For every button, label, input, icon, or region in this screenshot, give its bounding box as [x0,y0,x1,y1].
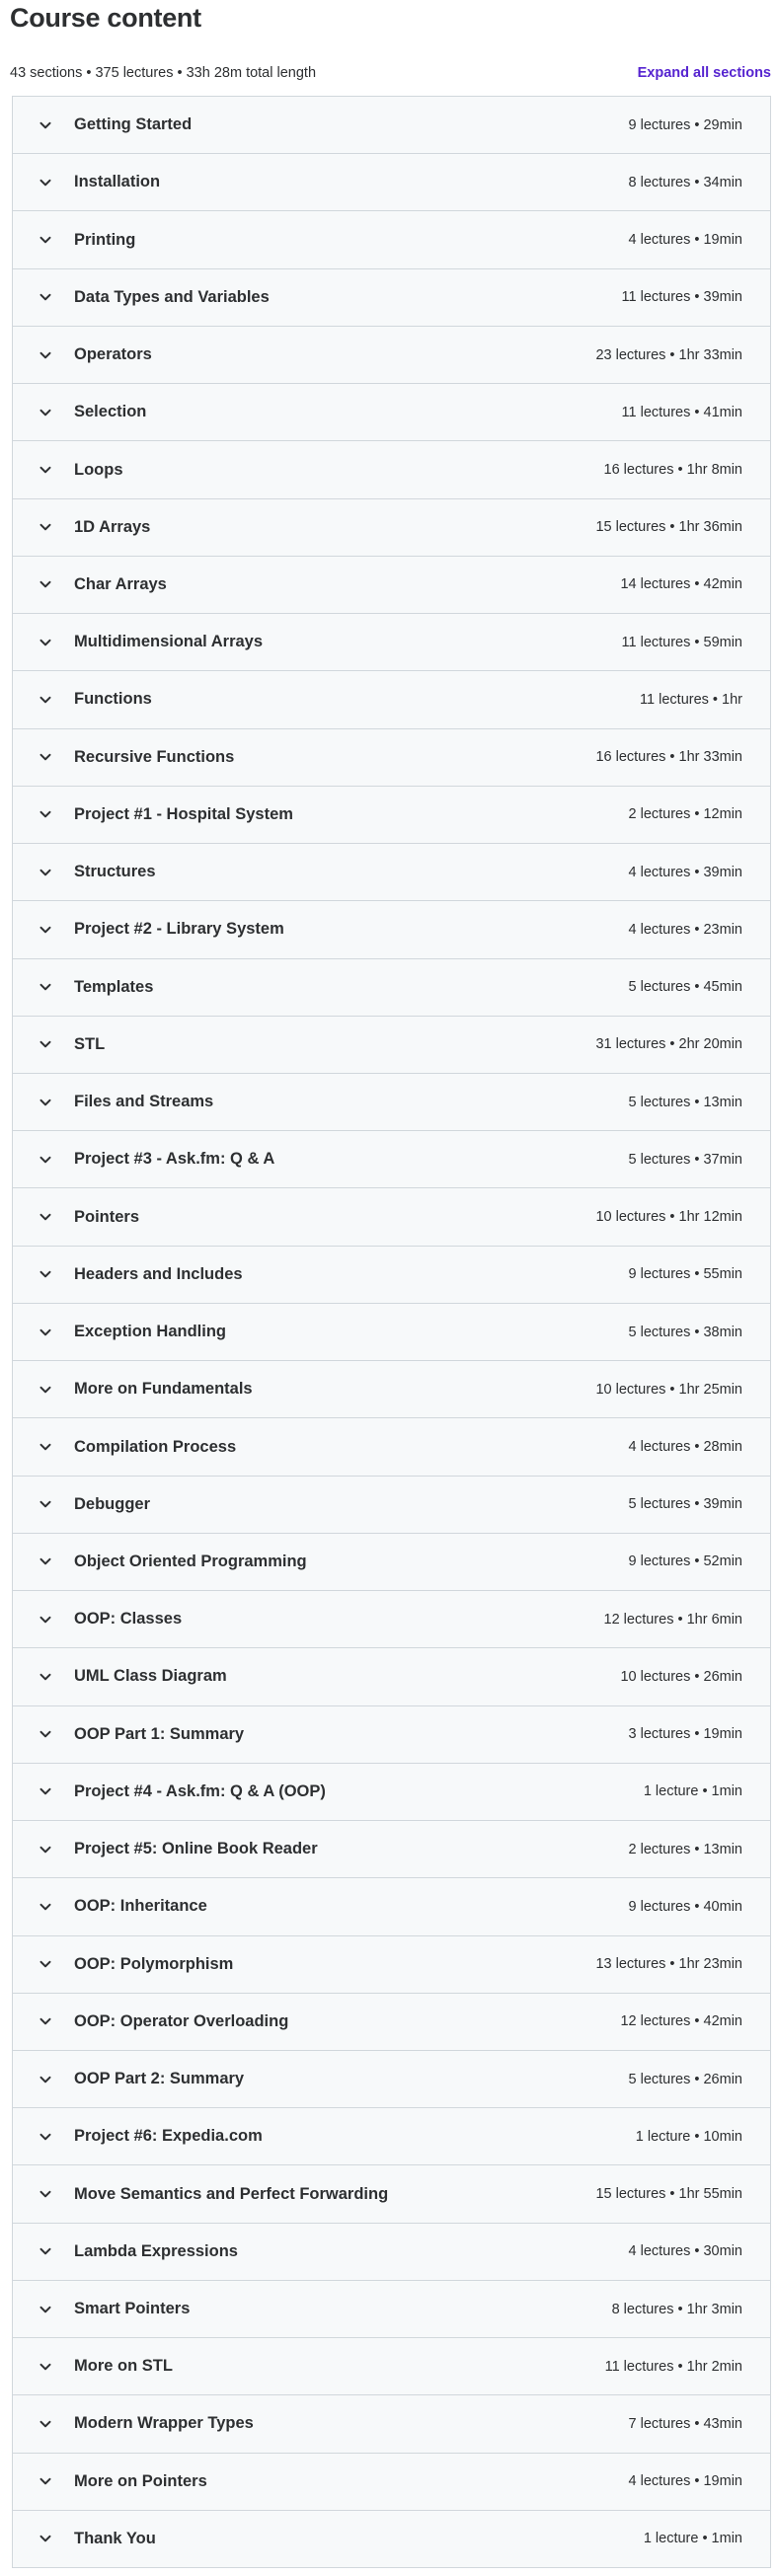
page-title: Course content [10,3,201,33]
section-title: Headers and Includes [74,1264,243,1283]
section-title: OOP Part 2: Summary [74,2070,245,2088]
chevron-down-icon [39,463,52,477]
course-section[interactable] [13,1993,770,2050]
section-title: Multidimensional Arrays [74,633,264,651]
section-meta: 5 lectures • 38min [628,1324,742,1340]
section-meta: 5 lectures • 39min [628,1496,742,1513]
course-section[interactable] [13,1016,770,1073]
section-meta: 12 lectures • 1hr 6min [603,1611,742,1628]
section-title: Files and Streams [74,1093,214,1111]
course-section[interactable] [13,2223,770,2280]
course-section[interactable] [13,613,770,670]
course-section[interactable] [13,2107,770,2164]
section-meta: 31 lectures • 2hr 20min [595,1036,742,1053]
chevron-down-icon [39,1670,52,1684]
section-title: Char Arrays [74,574,167,593]
course-section[interactable] [13,210,770,267]
section-meta: 8 lectures • 1hr 3min [611,2301,742,2317]
course-summary: 43 sections • 375 lectures • 33h 28m total length [10,65,317,81]
section-meta: 9 lectures • 55min [628,1266,742,1283]
chevron-down-icon [39,2244,52,2258]
chevron-down-icon [39,923,52,937]
chevron-down-icon [39,2474,52,2488]
section-title: More on Pointers [74,2471,207,2490]
section-title: Compilation Process [74,1437,237,1456]
chevron-down-icon [39,2187,52,2201]
section-meta: 5 lectures • 26min [628,2071,742,2087]
chevron-down-icon [39,1554,52,1568]
chevron-down-icon [39,233,52,247]
section-meta: 4 lectures • 39min [628,864,742,880]
section-title: Pointers [74,1207,140,1226]
course-section[interactable] [13,1647,770,1705]
chevron-down-icon [39,866,52,879]
section-title: Move Semantics and Perfect Forwarding [74,2184,389,2203]
section-meta: 9 lectures • 40min [628,1898,742,1915]
section-title: Project #5: Online Book Reader [74,1840,318,1858]
section-title: Lambda Expressions [74,2241,238,2260]
section-title: Recursive Functions [74,747,235,766]
course-section[interactable] [13,1130,770,1187]
course-section[interactable] [13,383,770,440]
chevron-down-icon [39,2532,52,2545]
section-title: Data Types and Variables [74,287,270,306]
chevron-down-icon [39,176,52,189]
chevron-down-icon [39,2303,52,2316]
section-title: Installation [74,173,161,191]
section-meta: 9 lectures • 52min [628,1553,742,1570]
section-meta: 4 lectures • 28min [628,1439,742,1455]
course-section[interactable] [13,440,770,497]
section-title: Selection [74,403,147,421]
section-title: STL [74,1034,106,1053]
section-title: OOP: Polymorphism [74,1954,234,1973]
section-meta: 5 lectures • 13min [628,1094,742,1110]
course-section[interactable] [13,153,770,210]
course-section[interactable] [13,1476,770,1533]
course-section[interactable] [13,1360,770,1417]
chevron-down-icon [39,636,52,649]
chevron-down-icon [39,1267,52,1281]
course-section[interactable] [13,1705,770,1763]
chevron-down-icon [39,1440,52,1454]
chevron-down-icon [39,2073,52,2086]
expand-all-sections-button[interactable]: Expand all sections [637,65,771,81]
section-meta: 5 lectures • 37min [628,1151,742,1168]
course-section[interactable] [13,843,770,900]
chevron-down-icon [39,693,52,707]
section-meta: 11 lectures • 1hr 2min [604,2358,742,2375]
course-section[interactable] [13,96,770,153]
section-title: Operators [74,345,152,364]
course-section[interactable] [13,2050,770,2107]
section-title: OOP: Inheritance [74,1897,207,1916]
section-title: OOP: Classes [74,1610,183,1629]
section-title: UML Class Diagram [74,1667,227,1686]
course-section[interactable] [13,2337,770,2394]
section-title: OOP Part 1: Summary [74,1724,245,1743]
chevron-down-icon [39,1096,52,1109]
chevron-down-icon [39,1497,52,1511]
course-section[interactable] [13,326,770,383]
section-meta: 23 lectures • 1hr 33min [595,346,742,363]
section-title: Printing [74,230,136,249]
section-title: Smart Pointers [74,2300,191,2318]
chevron-down-icon [39,1383,52,1397]
course-section[interactable] [13,1246,770,1303]
section-meta: 10 lectures • 26min [620,1668,742,1685]
chevron-down-icon [39,980,52,994]
section-title: Loops [74,460,123,479]
chevron-down-icon [39,1037,52,1051]
section-meta: 14 lectures • 42min [620,576,742,593]
section-meta: 8 lectures • 34min [628,174,742,190]
chevron-down-icon [39,1843,52,1856]
course-section[interactable] [13,498,770,556]
course-section[interactable] [13,2394,770,2452]
section-meta: 4 lectures • 23min [628,921,742,938]
chevron-down-icon [39,1900,52,1914]
section-meta: 1 lecture • 1min [643,1783,742,1800]
chevron-down-icon [39,1727,52,1741]
section-title: OOP: Operator Overloading [74,2011,289,2030]
section-title: Exception Handling [74,1323,227,1341]
section-meta: 15 lectures • 1hr 36min [595,519,742,536]
course-section[interactable] [13,958,770,1016]
course-section[interactable] [13,2453,770,2510]
chevron-down-icon [39,520,52,534]
section-meta: 2 lectures • 13min [628,1841,742,1857]
section-meta: 5 lectures • 45min [628,979,742,996]
course-section[interactable] [13,268,770,326]
section-meta: 16 lectures • 1hr 33min [595,749,742,766]
section-meta: 4 lectures • 19min [628,2473,742,2490]
section-meta: 13 lectures • 1hr 23min [595,1956,742,1973]
course-section[interactable] [13,2510,770,2567]
chevron-down-icon [39,348,52,362]
chevron-down-icon [39,750,52,764]
chevron-down-icon [39,290,52,304]
section-title: Object Oriented Programming [74,1552,307,1570]
section-meta: 16 lectures • 1hr 8min [603,462,742,479]
section-title: Thank You [74,2529,156,2547]
section-title: Project #1 - Hospital System [74,804,293,823]
section-title: More on STL [74,2357,173,2376]
course-section[interactable] [13,1533,770,1590]
section-meta: 3 lectures • 19min [628,1726,742,1743]
section-meta: 15 lectures • 1hr 55min [595,2186,742,2203]
course-section[interactable] [13,1073,770,1130]
section-meta: 4 lectures • 19min [628,232,742,249]
chevron-down-icon [39,1153,52,1167]
section-meta: 1 lecture • 1min [643,2531,742,2547]
section-title: More on Fundamentals [74,1380,253,1399]
section-title: Getting Started [74,115,193,134]
course-sections-list [12,96,771,2568]
section-title: Structures [74,863,156,881]
course-section[interactable] [13,1763,770,1820]
chevron-down-icon [39,1613,52,1627]
course-section[interactable] [13,2280,770,2337]
course-section[interactable] [13,728,770,786]
section-title: Templates [74,977,154,996]
section-title: Modern Wrapper Types [74,2414,254,2433]
chevron-down-icon [39,406,52,419]
course-section[interactable] [13,1935,770,1993]
course-section[interactable] [13,670,770,727]
chevron-down-icon [39,2417,52,2431]
section-meta: 12 lectures • 42min [620,2013,742,2030]
course-summary-row [10,63,771,83]
chevron-down-icon [39,1957,52,1971]
course-section[interactable] [13,1590,770,1647]
course-section[interactable] [13,1417,770,1475]
section-title: Project #6: Expedia.com [74,2127,263,2146]
section-title: Functions [74,690,152,709]
course-section[interactable] [13,900,770,957]
section-meta: 9 lectures • 29min [628,116,742,133]
section-meta: 11 lectures • 41min [621,404,742,420]
chevron-down-icon [39,1326,52,1339]
course-section[interactable] [13,1820,770,1877]
section-meta: 11 lectures • 59min [621,634,742,650]
section-title: Debugger [74,1494,151,1513]
course-section[interactable] [13,1877,770,1934]
course-section[interactable] [13,786,770,843]
section-title: Project #3 - Ask.fm: Q & A [74,1150,275,1169]
chevron-down-icon [39,577,52,591]
section-title: 1D Arrays [74,517,151,536]
course-section[interactable] [13,1187,770,1245]
section-meta: 7 lectures • 43min [628,2415,742,2432]
course-section[interactable] [13,2164,770,2222]
section-meta: 2 lectures • 12min [628,806,742,823]
chevron-down-icon [39,1210,52,1224]
chevron-down-icon [39,2360,52,2374]
section-meta: 4 lectures • 30min [628,2243,742,2260]
chevron-down-icon [39,118,52,132]
section-meta: 10 lectures • 1hr 12min [595,1209,742,1226]
section-meta: 1 lecture • 10min [635,2128,742,2145]
section-meta: 11 lectures • 1hr [640,691,742,708]
course-section[interactable] [13,556,770,613]
section-meta: 11 lectures • 39min [621,289,742,306]
chevron-down-icon [39,2130,52,2144]
course-section[interactable] [13,1303,770,1360]
chevron-down-icon [39,807,52,821]
chevron-down-icon [39,1784,52,1798]
section-meta: 10 lectures • 1hr 25min [595,1381,742,1398]
section-title: Project #4 - Ask.fm: Q & A (OOP) [74,1781,326,1800]
section-title: Project #2 - Library System [74,920,284,939]
chevron-down-icon [39,2014,52,2028]
